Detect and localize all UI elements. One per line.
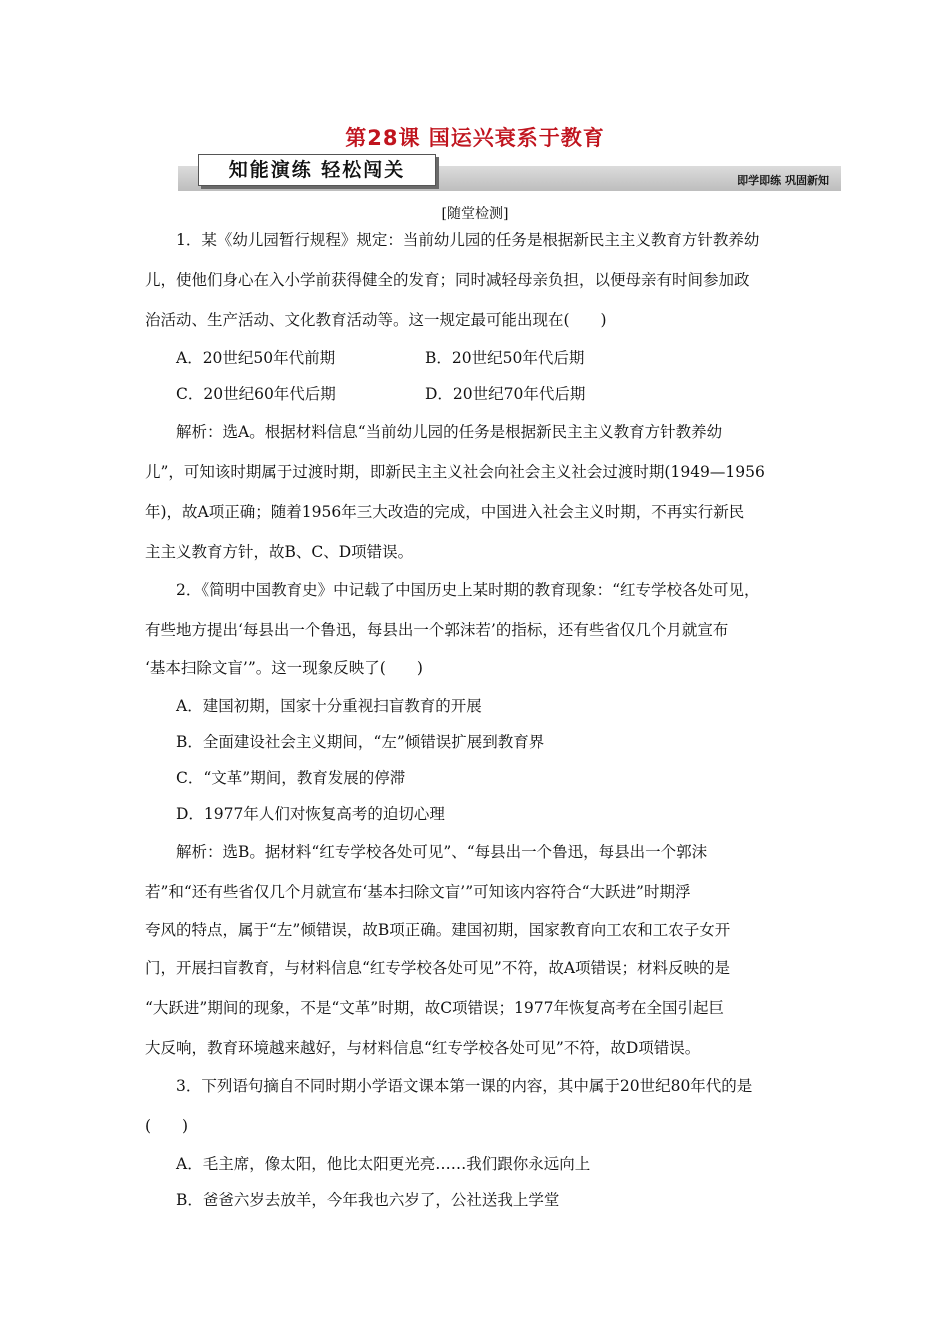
q2-answer-line: 解析：选B。据材料“红专学校各处可见”、“每县出一个鲁迅，每县出一个郭沫 — [176, 843, 708, 861]
q1-answer-line: 解析：选A。根据材料信息“当前幼儿园的任务是根据新民主主义教育方针教养幼 — [176, 423, 723, 441]
q1-option-a: A．20世纪50年代前期 — [176, 349, 336, 367]
q1-text-line: 治活动、生产活动、文化教育活动等。这一规定最可能出现在( ) — [145, 311, 607, 329]
q1-answer-line: 年)，故A项正确；随着1956年三大改造的完成，中国进入社会主义时期，不再实行新民 — [145, 503, 745, 521]
banner-label: 知能演练 轻松闯关 — [198, 154, 436, 186]
q3-text-line: 3．下列语句摘自不同时期小学语文课本第一课的内容，其中属于20世纪80年代的是 — [176, 1077, 753, 1095]
q2-option-c: C．“文革”期间，教育发展的停滞 — [176, 769, 406, 787]
q2-answer-line: 夸风的特点，属于“左”倾错误，故B项正确。建国初期，国家教育向工农和工农子女开 — [145, 921, 731, 939]
q2-answer-line: 若”和“还有些省仅几个月就宣布‘基本扫除文盲’”可知该内容符合“大跃进”时期浮 — [145, 883, 691, 901]
q1-text-line: 1．某《幼儿园暂行规程》规定：当前幼儿园的任务是根据新民主主义教育方针教养幼 — [176, 231, 760, 249]
q2-answer-line: 大反响，教育环境越来越好，与材料信息“红专学校各处可见”不符，故D项错误。 — [145, 1039, 701, 1057]
q2-option-b: B．全面建设社会主义期间，“左”倾错误扩展到教育界 — [176, 733, 545, 751]
q2-text-line: ‘基本扫除文盲’”。这一现象反映了( ) — [145, 659, 423, 677]
q3-text-line: ( ) — [145, 1117, 189, 1135]
section-heading: [随堂检测] — [441, 206, 509, 222]
q3-option-b: B．爸爸六岁去放羊，今年我也六岁了，公社送我上学堂 — [176, 1191, 560, 1209]
q2-answer-line: “大跃进”期间的现象，不是“文革”时期，故C项错误；1977年恢复高考在全国引起巨 — [145, 999, 725, 1017]
q1-options-row — [176, 382, 846, 404]
q3-option-a: A．毛主席，像太阳，他比太阳更光亮……我们跟你永远向上 — [176, 1155, 591, 1173]
q2-text-line: 2．《简明中国教育史》中记载了中国历史上某时期的教育现象：“红专学校各处可见， — [176, 581, 760, 599]
q2-option-d: D．1977年人们对恢复高考的迫切心理 — [176, 805, 445, 823]
q1-answer-line: 儿”，可知该时期属于过渡时期，即新民主主义社会向社会主义社会过渡时期(1949—1956 — [145, 463, 765, 481]
q1-text-line: 儿，使他们身心在入小学前获得健全的发育；同时减轻母亲负担，以便母亲有时间参加政 — [145, 271, 750, 289]
banner-tagline: 即学即练 巩固新知 — [737, 174, 829, 187]
q2-text-line: 有些地方提出‘每县出一个鲁迅，每县出一个郭沫若’的指标，还有些省仅几个月就宣布 — [145, 621, 729, 639]
q1-answer-line: 主主义教育方针，故B、C、D项错误。 — [145, 543, 414, 561]
q1-option-c: C．20世纪60年代后期 — [176, 385, 336, 403]
q2-option-a: A．建国初期，国家十分重视扫盲教育的开展 — [176, 697, 482, 715]
q2-answer-line: 门，开展扫盲教育，与材料信息“红专学校各处可见”不符，故A项错误；材料反映的是 — [145, 959, 731, 977]
section-banner — [178, 159, 841, 191]
lesson-title: 第28课 国运兴衰系于教育 — [345, 126, 605, 150]
q1-options-row — [176, 346, 846, 368]
q1-option-d: D．20世纪70年代后期 — [425, 385, 586, 403]
q1-option-b: B．20世纪50年代后期 — [425, 349, 585, 367]
